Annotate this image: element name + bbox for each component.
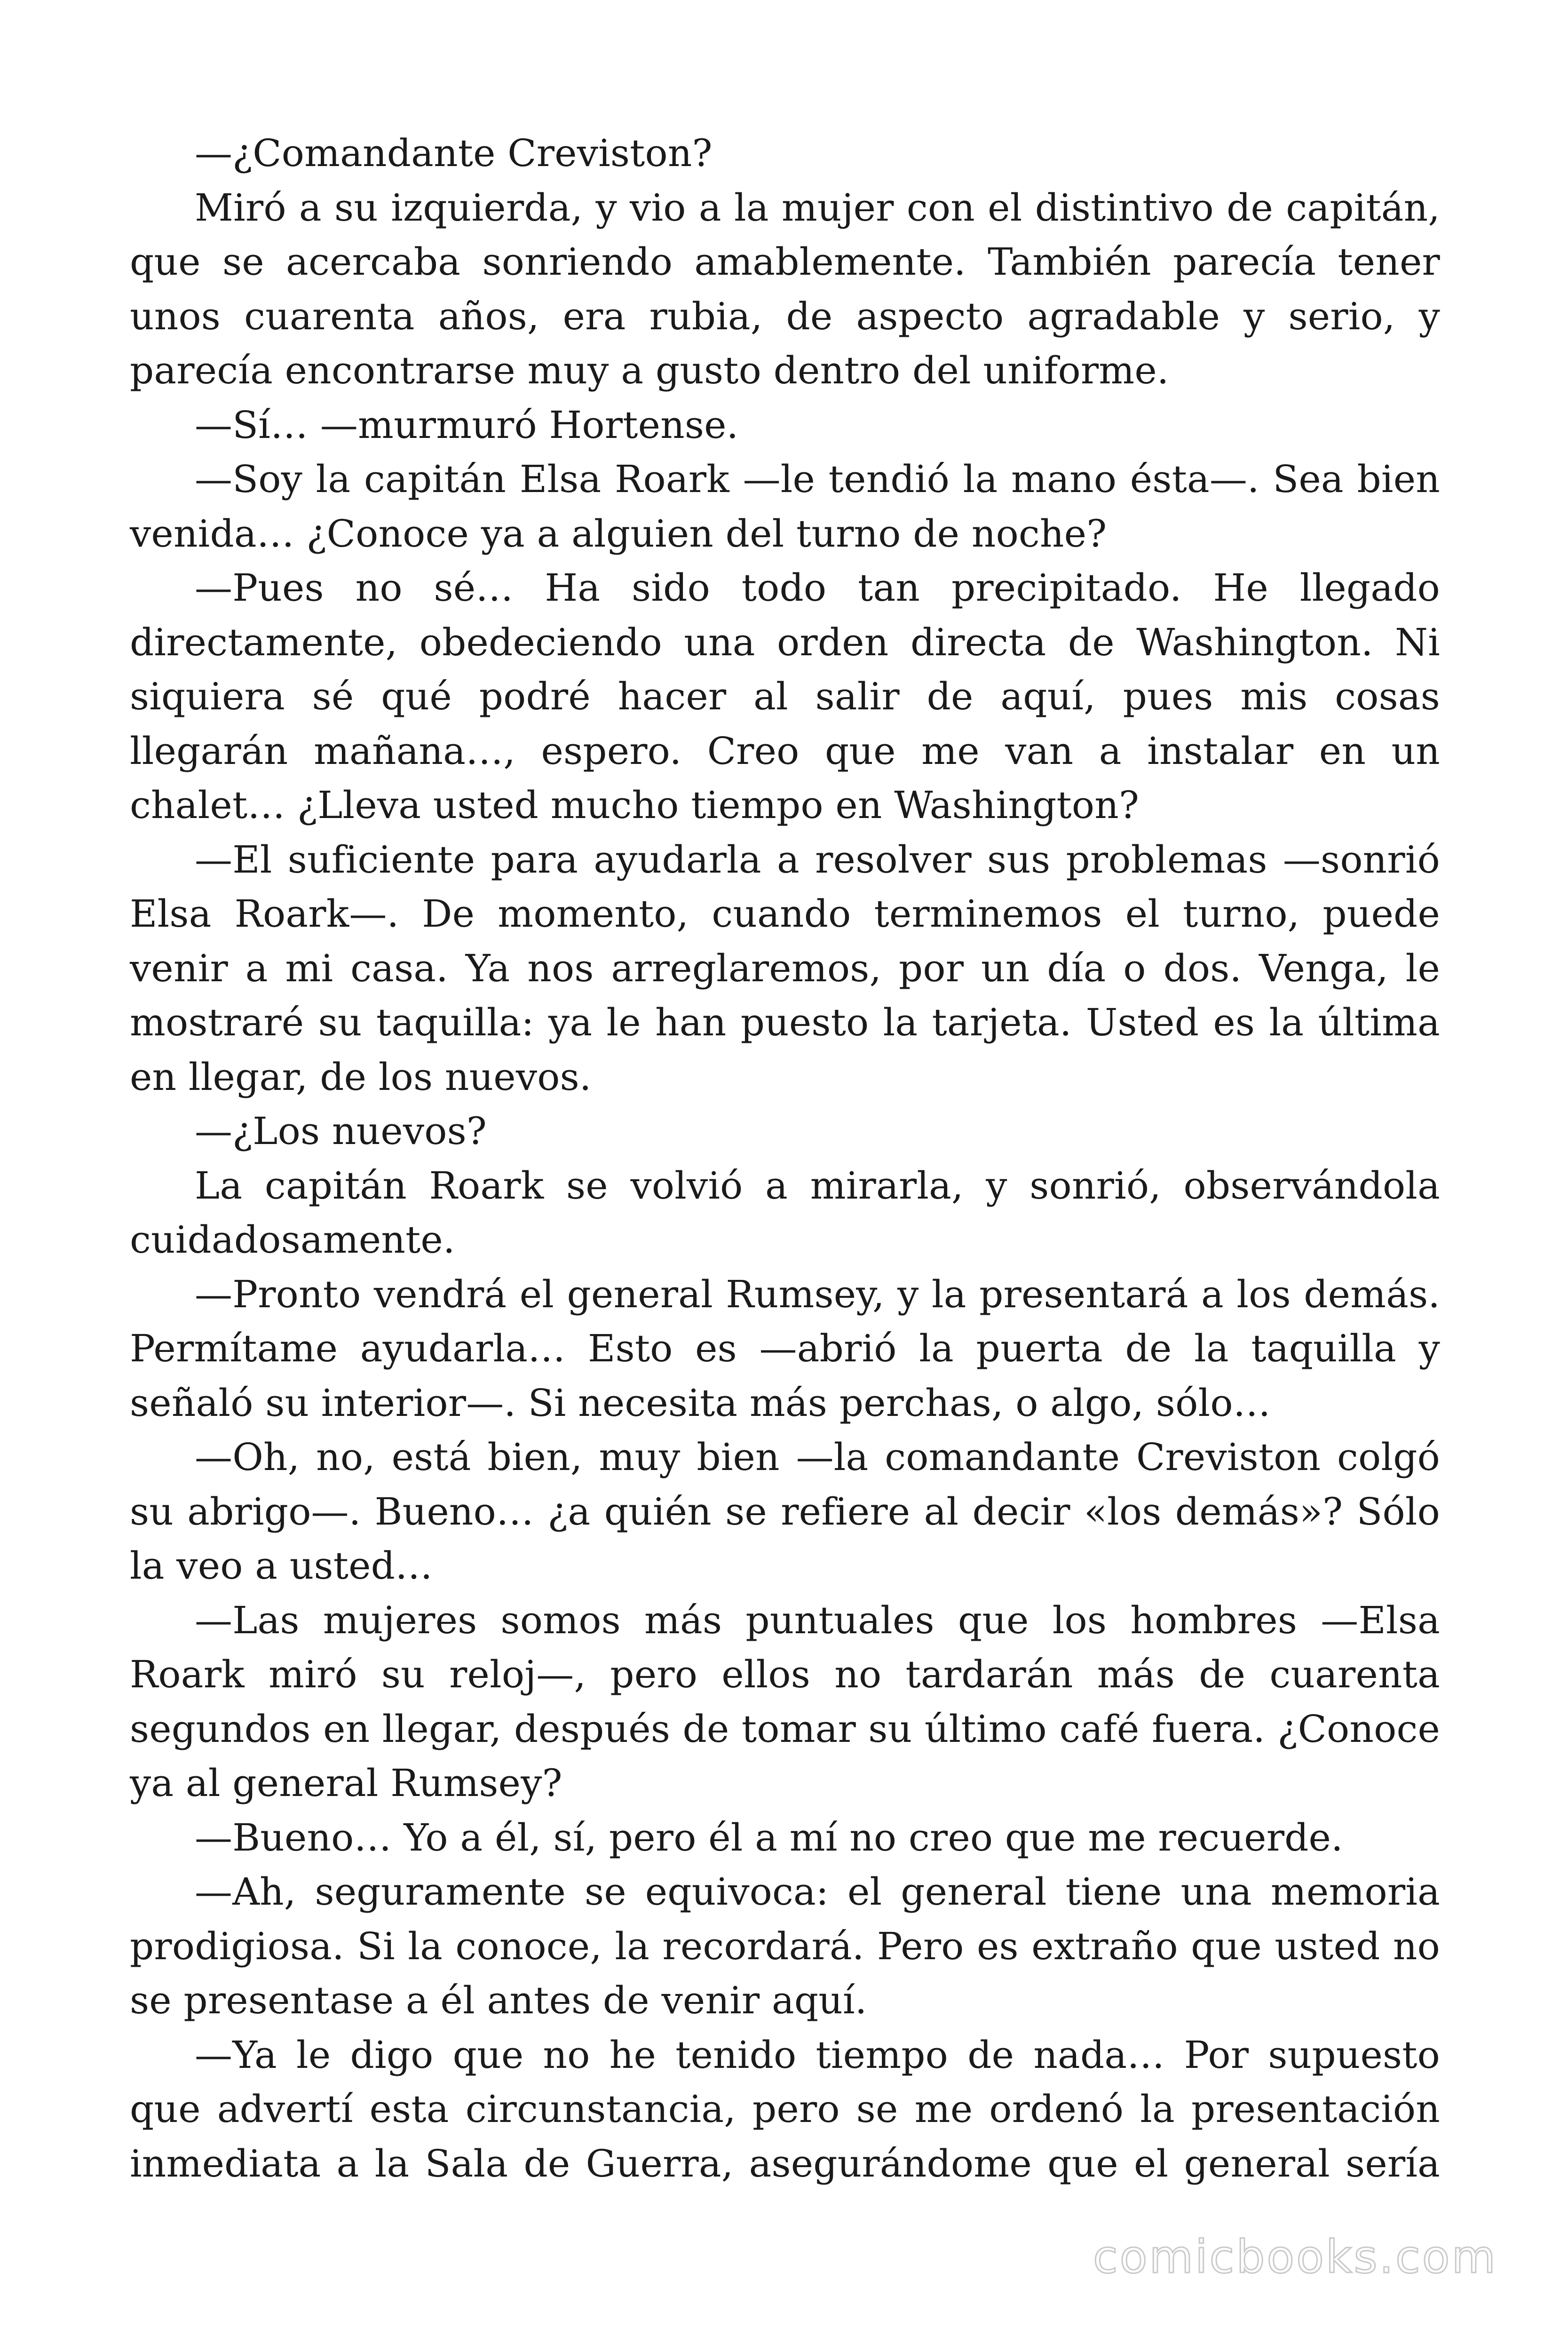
paragraph: —¿Comandante Creviston? [195, 131, 713, 175]
paragraph: —Oh, no, está bien, muy bien —la comandante Creviston colgó su abrigo—. Bueno… ¿a quién se refiere al decir «los demás»? Sólo la veo a usted… [130, 1435, 1440, 1588]
paragraph: —Pronto vendrá el general Rumsey, y la presentará a los demás. Permítame ayudarla… Esto es —abrió la puerta de la taquilla y señaló su interior—. Si necesita más perchas, o algo, sólo… [130, 1272, 1440, 1425]
paragraph: —Pues no sé… Ha sido todo tan precipitado. He llegado directamente, obedeciendo una orden directa de Washington. Ni siquiera sé qué podré hacer al salir de aquí, pues mis cosas llegarán mañana…, espero. Creo que me van a instalar en un chalet… ¿Lleva usted mucho tiempo en Washington? [130, 566, 1440, 827]
paragraph: La capitán Roark se volvió a mirarla, y sonrió, observándola cuidadosamente. [130, 1163, 1440, 1262]
paragraph: —Sí… —murmuró Hortense. [195, 403, 739, 447]
paragraph: —Las mujeres somos más puntuales que los hombres —Elsa Roark miró su reloj—, pero ellos no tardarán más de cuarenta segundos en llegar, después de tomar su último café fuera. ¿Conoce ya al general Rumsey? [130, 1598, 1440, 1805]
paragraph: —¿Los nuevos? [195, 1109, 487, 1153]
page-body-text [130, 126, 1440, 2191]
watermark-text: comicbooks.com [1093, 2231, 1497, 2283]
paragraph: —Soy la capitán Elsa Roark —le tendió la mano ésta—. Sea bien venida… ¿Conoce ya a alguien del turno de noche? [130, 457, 1440, 556]
paragraph: —Bueno… Yo a él, sí, pero él a mí no creo que me recuerde. [195, 1815, 1343, 1859]
paragraph: —Ah, seguramente se equivoca: el general tiene una memoria prodigiosa. Si la conoce, la recordará. Pero es extraño que usted no se presentase a él antes de venir aquí. [130, 1870, 1440, 2022]
paragraph: —El suficiente para ayudarla a resolver sus problemas —sonrió Elsa Roark—. De momento, cuando terminemos el turno, puede venir a mi casa. Ya nos arreglaremos, por un día o dos. Venga, le mostraré su taquilla: ya le han puesto la tarjeta. Usted es la última en llegar, de los nuevos. [130, 837, 1440, 1099]
paragraph: Miró a su izquierda, y vio a la mujer con el distintivo de capitán, que se acercaba sonriendo amablemente. También parecía tener unos cuarenta años, era rubia, de aspecto agradable y serio, y parecía encontrarse muy a gusto dentro del uniforme. [130, 185, 1440, 392]
paragraph: —Ya le digo que no he tenido tiempo de nada… Por supuesto que advertí esta circunstancia, pero se me ordenó la presentación inmediata a la Sala de Guerra, asegurándome que el general sería [130, 2033, 1440, 2185]
